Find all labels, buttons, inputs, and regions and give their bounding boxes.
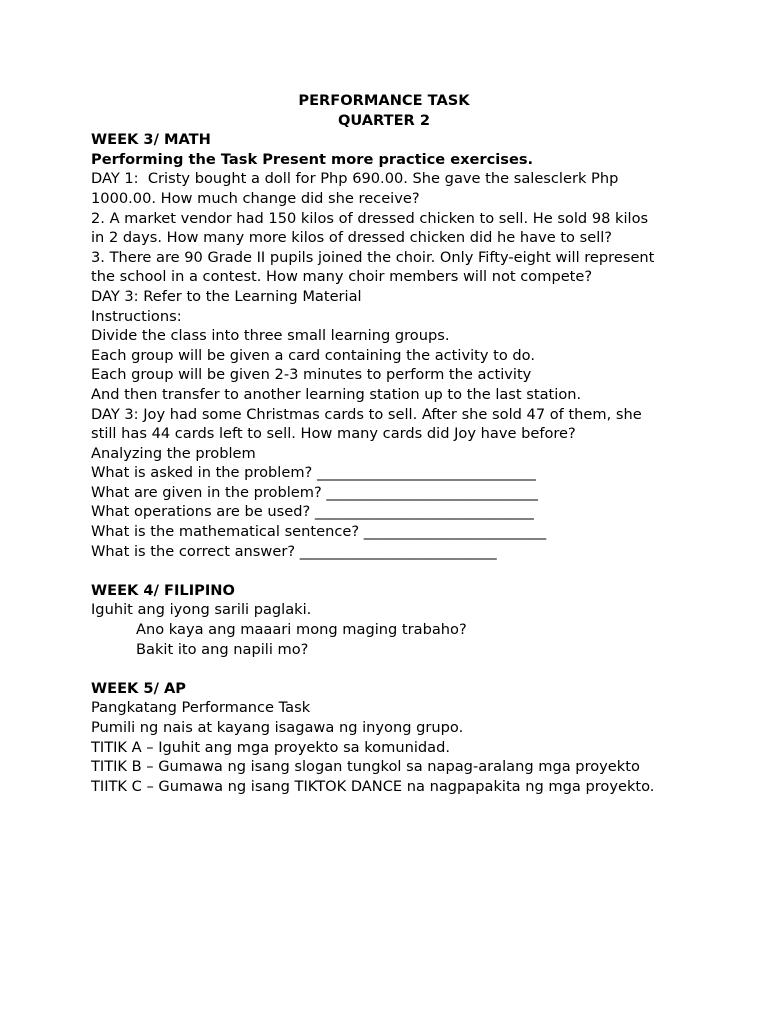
week3-line: 3. There are 90 Grade II pupils joined the choir. Only Fifty-eight will represent — [91, 248, 655, 266]
week5-line: Pangkatang Performance Task — [91, 699, 311, 717]
week3-line: 1000.00. How much change did she receive? — [91, 189, 420, 207]
quarter-label: QUARTER 2 — [337, 111, 431, 129]
week3-line: in 2 days. How many more kilos of dressed chicken did he have to sell? — [91, 229, 613, 247]
week3-line: Each group will be given a card containing the activity to do. — [91, 346, 535, 364]
section-spacer — [91, 561, 691, 581]
week3-heading: WEEK 3/ MATH — [91, 131, 211, 149]
week5-heading: WEEK 5/ AP — [91, 679, 186, 697]
week3-subheading: Performing the Task Present more practice exercises. — [91, 150, 534, 168]
week4-line: Iguhit ang iyong sarili paglaki. — [91, 601, 312, 619]
week3-question-blank: What operations are be used? ______________________________ — [91, 503, 534, 521]
week3-line: And then transfer to another learning station up to the last station. — [91, 385, 582, 403]
week5-line: TITIK A – Iguhit ang mga proyekto sa komunidad. — [91, 738, 450, 756]
week3-question-blank: What is asked in the problem? ______________________________ — [91, 464, 536, 482]
week3-line: Instructions: — [91, 307, 182, 325]
week4-indented-line: Ano kaya ang maaari mong maging trabaho? — [136, 621, 467, 639]
week3-line: Each group will be given 2-3 minutes to perform the activity — [91, 366, 532, 384]
week3-line: DAY 3: Refer to the Learning Material — [91, 287, 362, 305]
week3-line: still has 44 cards left to sell. How many cards did Joy have before? — [91, 425, 576, 443]
week4-indented-line: Bakit ito ang napili mo? — [136, 640, 309, 658]
week5-line: TIITK C – Gumawa ng isang TIKTOK DANCE na nagpapakita ng mga proyekto. — [91, 777, 655, 795]
week3-line: 2. A market vendor had 150 kilos of dressed chicken to sell. He sold 98 kilos — [91, 209, 649, 227]
week4-heading: WEEK 4/ FILIPINO — [91, 581, 235, 599]
week5-line: TITIK B – Gumawa ng isang slogan tungkol sa napag-aralang mga proyekto — [91, 758, 640, 776]
section-spacer — [91, 659, 691, 679]
week3-line: DAY 3: Joy had some Christmas cards to sell. After she sold 47 of them, she — [91, 405, 642, 423]
week3-line: Divide the class into three small learning groups. — [91, 327, 450, 345]
document-page — [91, 91, 691, 796]
week3-line: Analyzing the problem — [91, 444, 256, 462]
week3-line: the school in a contest. How many choir members will not compete? — [91, 268, 593, 286]
week3-question-blank: What is the correct answer? ___________________________ — [91, 542, 497, 560]
week3-line: DAY 1: Cristy bought a doll for Php 690.00. She gave the salesclerk Php — [91, 170, 619, 188]
document-title: PERFORMANCE TASK — [298, 92, 470, 109]
week3-question-blank: What is the mathematical sentence? _________________________ — [91, 523, 547, 541]
week5-line: Pumili ng nais at kayang isagawa ng inyong grupo. — [91, 719, 464, 736]
week3-question-blank: What are given in the problem? _____________________________ — [91, 483, 538, 501]
